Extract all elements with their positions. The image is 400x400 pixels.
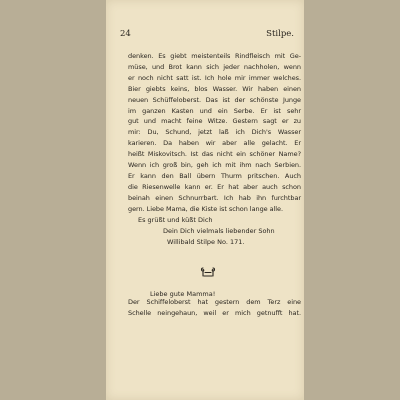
page-header	[120, 29, 294, 41]
closing-greeting: Es grüßt und küßt Dich	[138, 216, 213, 224]
text-line: Der Schiffeloberst hat gestern dem Terz eine	[128, 298, 301, 306]
letter-body-2	[128, 297, 301, 319]
text-line: Wenn ich groß bin, geh ich mit ihm nach Serbien.	[128, 161, 301, 170]
text-line: im ganzen Kasten und ein Serbe. Er ist sehr	[128, 106, 301, 115]
running-title: Stilpe.	[266, 29, 294, 39]
page-number: 24	[120, 29, 131, 39]
text-line: müse, und Brot kann sich jeder nachholen, wenn	[128, 62, 301, 71]
text-line: er noch nicht satt ist. Ich hole mir immer welches.	[128, 73, 301, 82]
scroll-ornament-icon	[200, 266, 216, 278]
text-line: beinah einen Schnurrbart. Ich hab ihn furchtbar	[128, 193, 301, 202]
letter-salutation: Liebe gute Mamma!	[150, 290, 216, 298]
text-line: neuen Schüffeloberst. Das ist der schönste Junge	[128, 95, 301, 104]
text-line: gern. Liebe Mama, die Kiste ist schon lange alle.	[128, 204, 284, 213]
text-line: heißt Miskovitsch. Ist das nicht ein schöner Name?	[128, 150, 301, 159]
text-line: Schelle neingehaun, weil er mich getnufft hat.	[128, 308, 301, 317]
text-line: karieren. Da haben wir aber alle gelacht. Er	[128, 139, 301, 148]
text-line: mir: Du, Schund, jetzt laß ich Dich's Wasser	[128, 128, 301, 137]
text-line: die Riesenwelle kann er. Er hat aber auch schon	[128, 182, 301, 191]
closing-signature: Willibald Stilpe No. 171.	[167, 237, 245, 246]
letter-body	[128, 51, 301, 215]
book-page	[106, 0, 304, 400]
text-line: Bier giebts keins, blos Wasser. Wir haben einen	[128, 84, 301, 93]
text-line: Er kann den Ball übern Thurm pritschen. Auch	[128, 171, 301, 180]
text-line: gut und macht feine Witze. Gestern sagt er zu	[128, 117, 301, 126]
text-line: denken. Es giebt meistenteils Rindfleisch mit Ge-	[128, 52, 301, 60]
closing-sender: Dein Dich vielmals liebender Sohn	[163, 226, 275, 235]
